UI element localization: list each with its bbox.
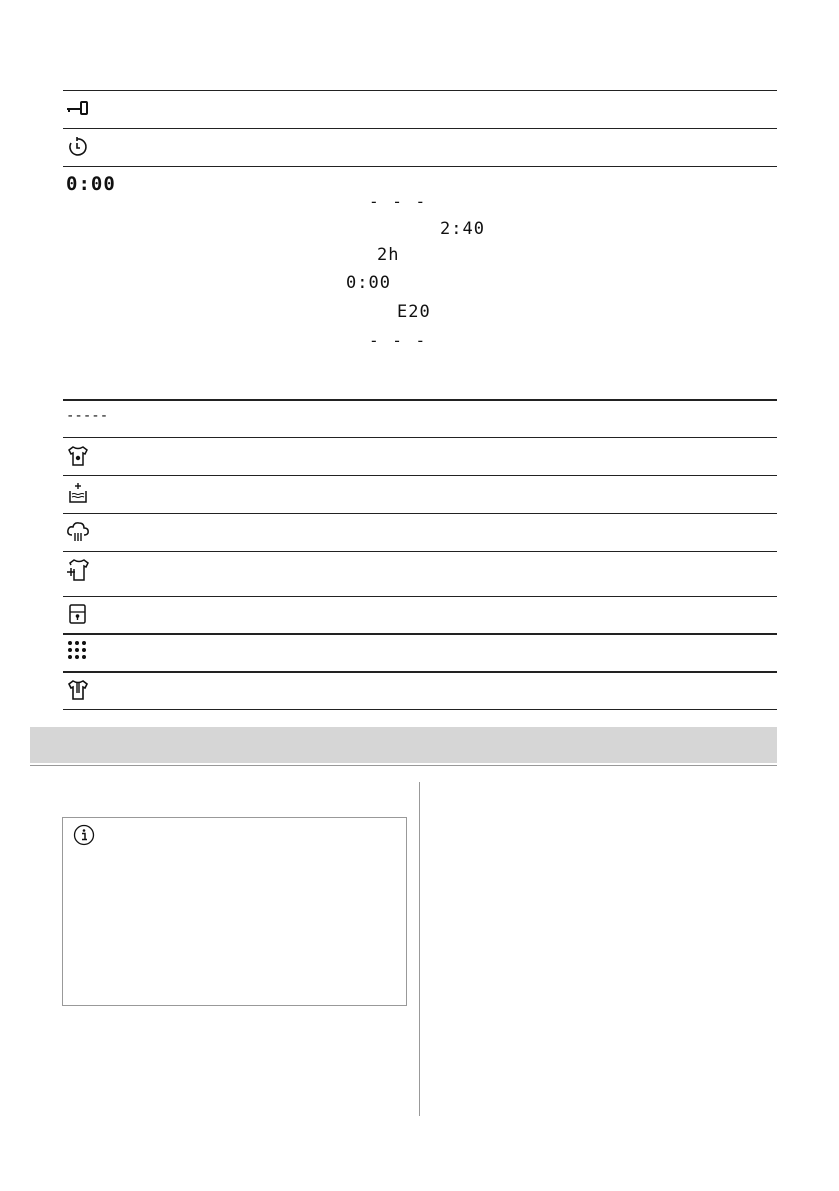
table-bottom-rule: [63, 709, 777, 710]
steam-icon: [66, 521, 90, 543]
shirt-icon: [66, 679, 90, 701]
row-divider: [63, 671, 777, 673]
row-divider: [63, 166, 777, 167]
section-heading-bar: [30, 727, 777, 763]
key-lock-icon: [66, 98, 90, 120]
row-divider: [63, 513, 777, 514]
row-divider: [63, 399, 777, 401]
row-divider: [63, 633, 777, 635]
dash-line-icon: -----: [66, 408, 109, 424]
door-lock-icon: [66, 603, 90, 625]
row-divider: [63, 551, 777, 552]
row-divider: [63, 437, 777, 438]
column-divider: [419, 782, 420, 1116]
time-display-icon: 0:00: [66, 173, 116, 195]
shirt-plus-icon: [66, 558, 90, 580]
info-icon: [73, 824, 95, 846]
row-divider: [63, 128, 777, 129]
display-example-hours: 2h: [377, 245, 400, 265]
display-example-zero: 0:00: [346, 273, 391, 293]
display-example-dashes: - - -: [369, 192, 428, 211]
extra-rinse-icon: [66, 482, 90, 504]
table-top-rule: [63, 90, 777, 91]
info-note-box: [62, 817, 407, 1006]
shirt-stain-icon: [66, 445, 90, 467]
display-example-dashes: - - -: [369, 331, 428, 350]
display-example-error: E20: [397, 302, 431, 322]
row-divider: [63, 596, 777, 597]
row-divider: [63, 475, 777, 476]
dots-grid-icon: [66, 640, 90, 662]
section-divider: [30, 765, 777, 766]
timer-icon: [66, 136, 90, 158]
display-example-time: 2:40: [440, 219, 485, 239]
